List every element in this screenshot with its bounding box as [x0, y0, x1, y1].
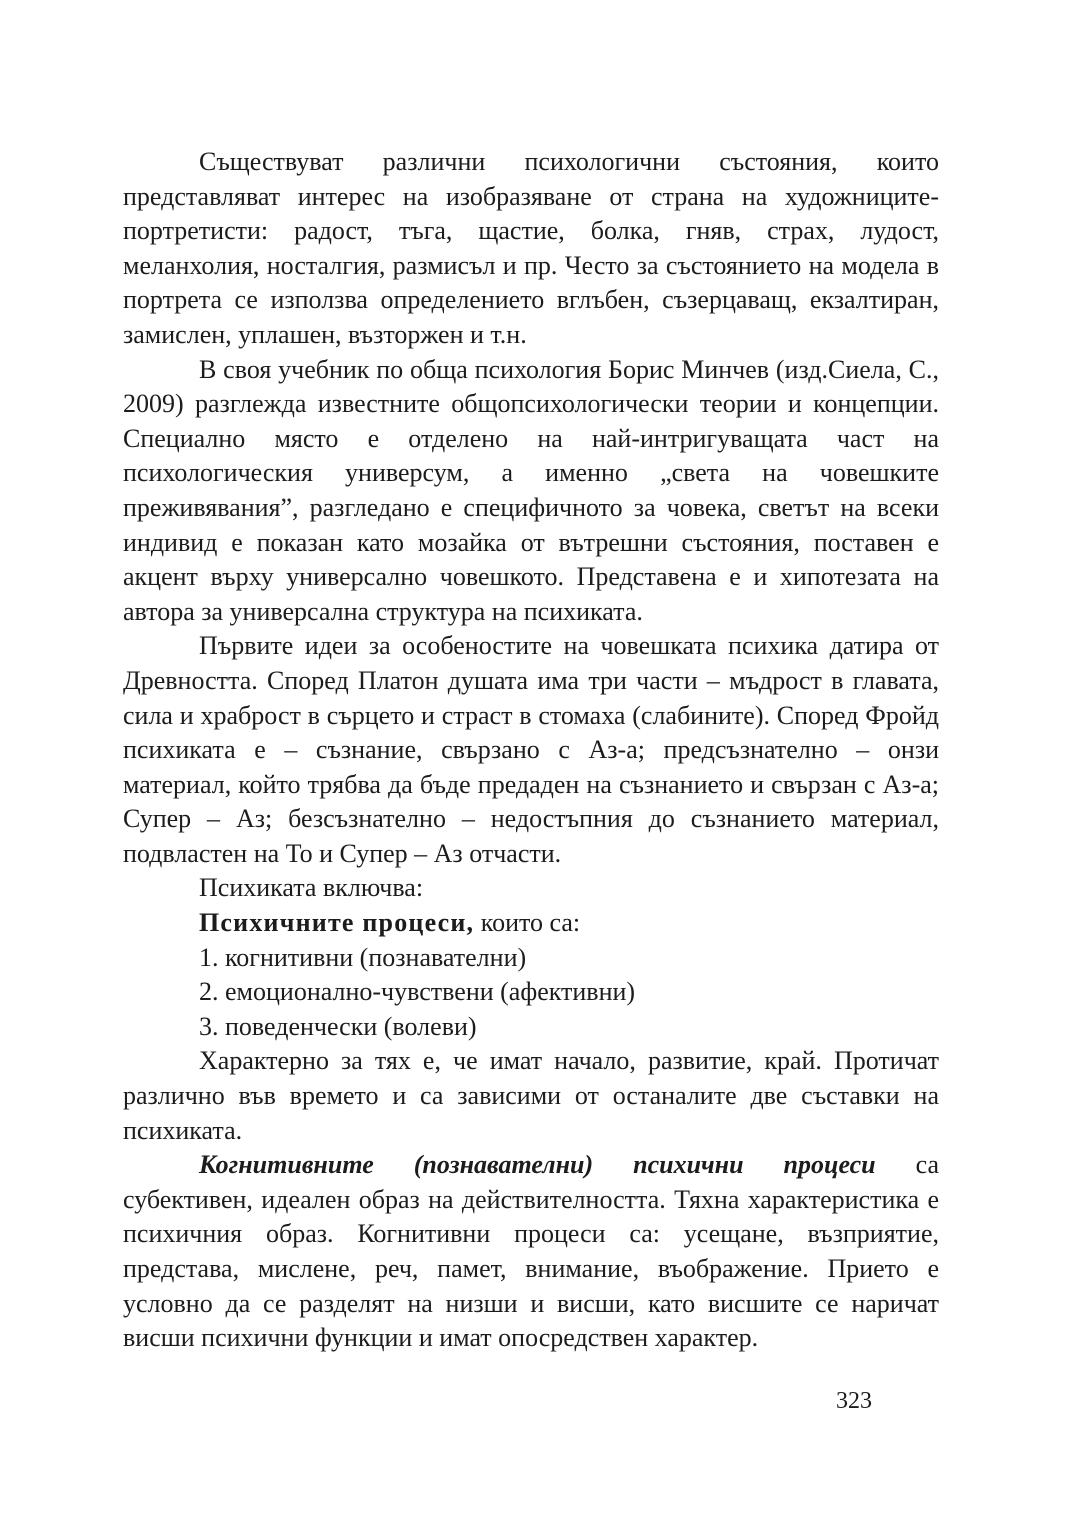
paragraph-characteristics: Характерно за тях е, че имат начало, развитие, край. Протичат различно във времето и са зависими от останалите две съставки на психиката.: [123, 1046, 939, 1145]
page-body: [123, 145, 939, 1356]
heading-cognitive-processes: Когнитивните (познавателни) психични процеси: [199, 1150, 876, 1180]
cognitive-processes-rest: са субективен, идеален образ на действителността. Тяхна характеристика е психичния образ. Когнитивни процеси са: усещане, възприятие, представа, мислене, реч, памет, внимание, въображение. Прието е условно да се разделят на низши и висши, като висшите се наричат висши психични функции и имат опосредствен характер.: [123, 1150, 939, 1353]
list-item: 1. когнитивни (познавателни): [199, 942, 527, 972]
paragraph-psyche-includes: Психиката включва:: [199, 873, 424, 903]
paragraph-cognitive-processes: [123, 1148, 939, 1356]
paragraph-psychological-states: Съществуват различни психологични състояния, които представляват интерес на изобразяване от страна на художниците-портретисти: радост, тъга, щастие, болка, гняв, страх, лудост, меланхолия, носталгия, размисъл и пр. Често за състоянието на модела в портрета се използва определението вглъбен, съзерцаващ, екзалтиран, замислен, уплашен, възторжен и т.н.: [123, 147, 939, 349]
page-number: 323: [836, 1388, 872, 1414]
list-item: 3. поведенчески (волеви): [199, 1011, 477, 1041]
heading-mental-processes: Психичните процеси,: [199, 908, 475, 938]
list-item: 2. емоционално-чувствени (афективни): [199, 977, 636, 1007]
mental-processes-rest: които са:: [474, 908, 581, 938]
paragraph-mental-processes: [123, 906, 939, 941]
paragraph-minchev-textbook: В своя учебник по обща психология Борис Минчев (изд.Сиела, С., 2009) разглежда известните общопсихологически теории и концепции. Специално място е отделено на най-интригуващата част на психологическия универсум, а именно „света на човешките преживявания”, разгледано е специфичното за човека, светът на всеки индивид е показан като мозайка от вътрешни състояния, поставен е акцент върху универсално човешкото. Представена е и хипотезата на автора за универсална структура на психиката.: [123, 354, 939, 626]
paragraph-history-of-psyche: Първите идеи за особеностите на човешката психика датира от Древността. Според Платон душата има три части – мъдрост в главата, сила и храброст в сърцето и страст в стомаха (слабините). Според Фройд психиката е – съзнание, свързано с Аз-а; предсъзнателно – онзи материал, който трябва да бъде предаден на съзнанието и свързан с Аз-а; Супер – Аз; безсъзнателно – недостъпния до съзнанието материал, подвластен на То и Супер – Аз отчасти.: [123, 631, 939, 868]
